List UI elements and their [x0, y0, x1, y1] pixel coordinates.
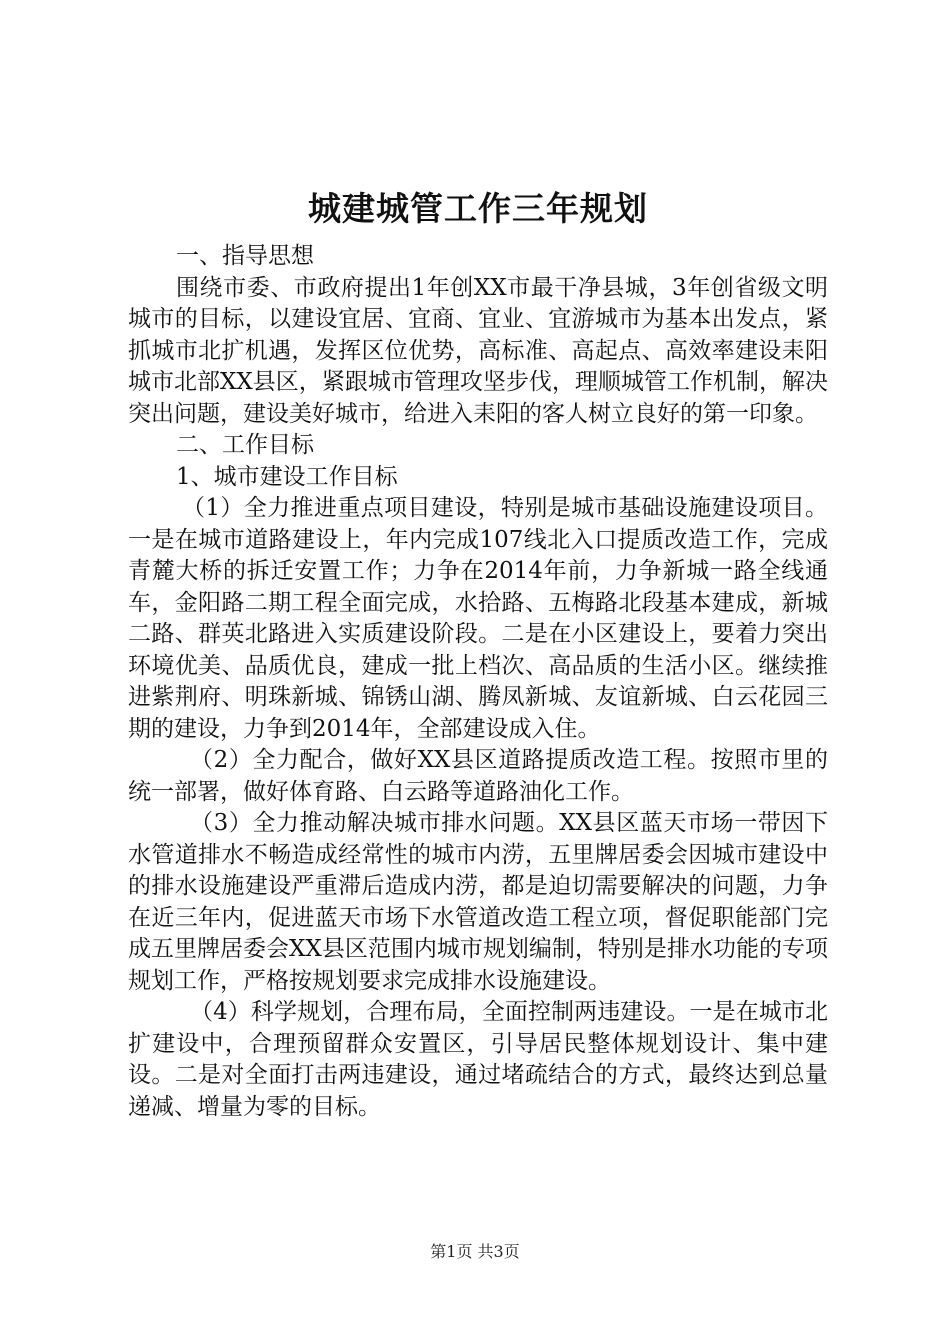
- paragraph-item-3: （3）全力推动解决城市排水问题。XX县区蓝天市场一带因下水管道排水不畅造成经常性的城市内涝，五里牌居委会因城市建设中的排水设施建设严重滞后造成内涝，都是迫切需要解决的问题，力争在近三年内，促进蓝天市场下水管道改造工程立项，督促职能部门完成五里牌居委会XX县区范围内城市规划编制，特别是排水功能的专项规划工作，严格按规划要求完成排水设施建设。: [128, 810, 828, 994]
- paragraph-item-4: （4）科学规划，合理布局，全面控制两违建设。一是在城市北扩建设中，合理预留群众安置区，引导居民整体规划设计、集中建设。二是对全面打击两违建设，通过堵疏结合的方式，最终达到总量递减、增量为零的目标。: [128, 999, 828, 1120]
- document-body: [128, 185, 828, 1123]
- section-heading-work-goals: 二、工作目标: [176, 432, 314, 458]
- subsection-heading-city-construction: 1、城市建设工作目标: [176, 463, 398, 490]
- paragraph-item-2: （2）全力配合，做好XX县区道路提质改造工程。按照市里的统一部署，做好体育路、白云路等道路油化工作。: [128, 747, 828, 805]
- page-footer: 第1页 共3页: [430, 1242, 520, 1261]
- section-heading-guiding-ideology: 一、指导思想: [176, 243, 314, 269]
- document-title: 城建城管工作三年规划: [308, 189, 648, 228]
- paragraph-item-1: （1）全力推进重点项目建设，特别是城市基础设施建设项目。一是在城市道路建设上，年内完成107线北入口提质改造工作，完成青麓大桥的拆迁安置工作；力争在2014年前，力争新城一路全线通车，金阳路二期工程全面完成，水拾路、五梅路北段基本建成，新城二路、群英北路进入实质建设阶段。二是在小区建设上，要着力突出环境优美、品质优良，建成一批上档次、高品质的生活小区。继续推进紫荆府、明珠新城、锦锈山湖、腾凤新城、友谊新城、白云花园三期的建设，力争到2014年，全部建设成入住。: [128, 495, 828, 742]
- paragraph-guiding-ideology: 围绕市委、市政府提出1年创XX市最干净县城，3年创省级文明城市的目标，以建设宜居、宜商、宜业、宜游城市为基本出发点，紧抓城市北扩机遇，发挥区位优势，高标准、高起点、高效率建设耒阳城市北部XX县区，紧跟城市管理攻坚步伐，理顺城管工作机制，解决突出问题，建设美好城市，给进入耒阳的客人树立良好的第一印象。: [128, 274, 828, 427]
